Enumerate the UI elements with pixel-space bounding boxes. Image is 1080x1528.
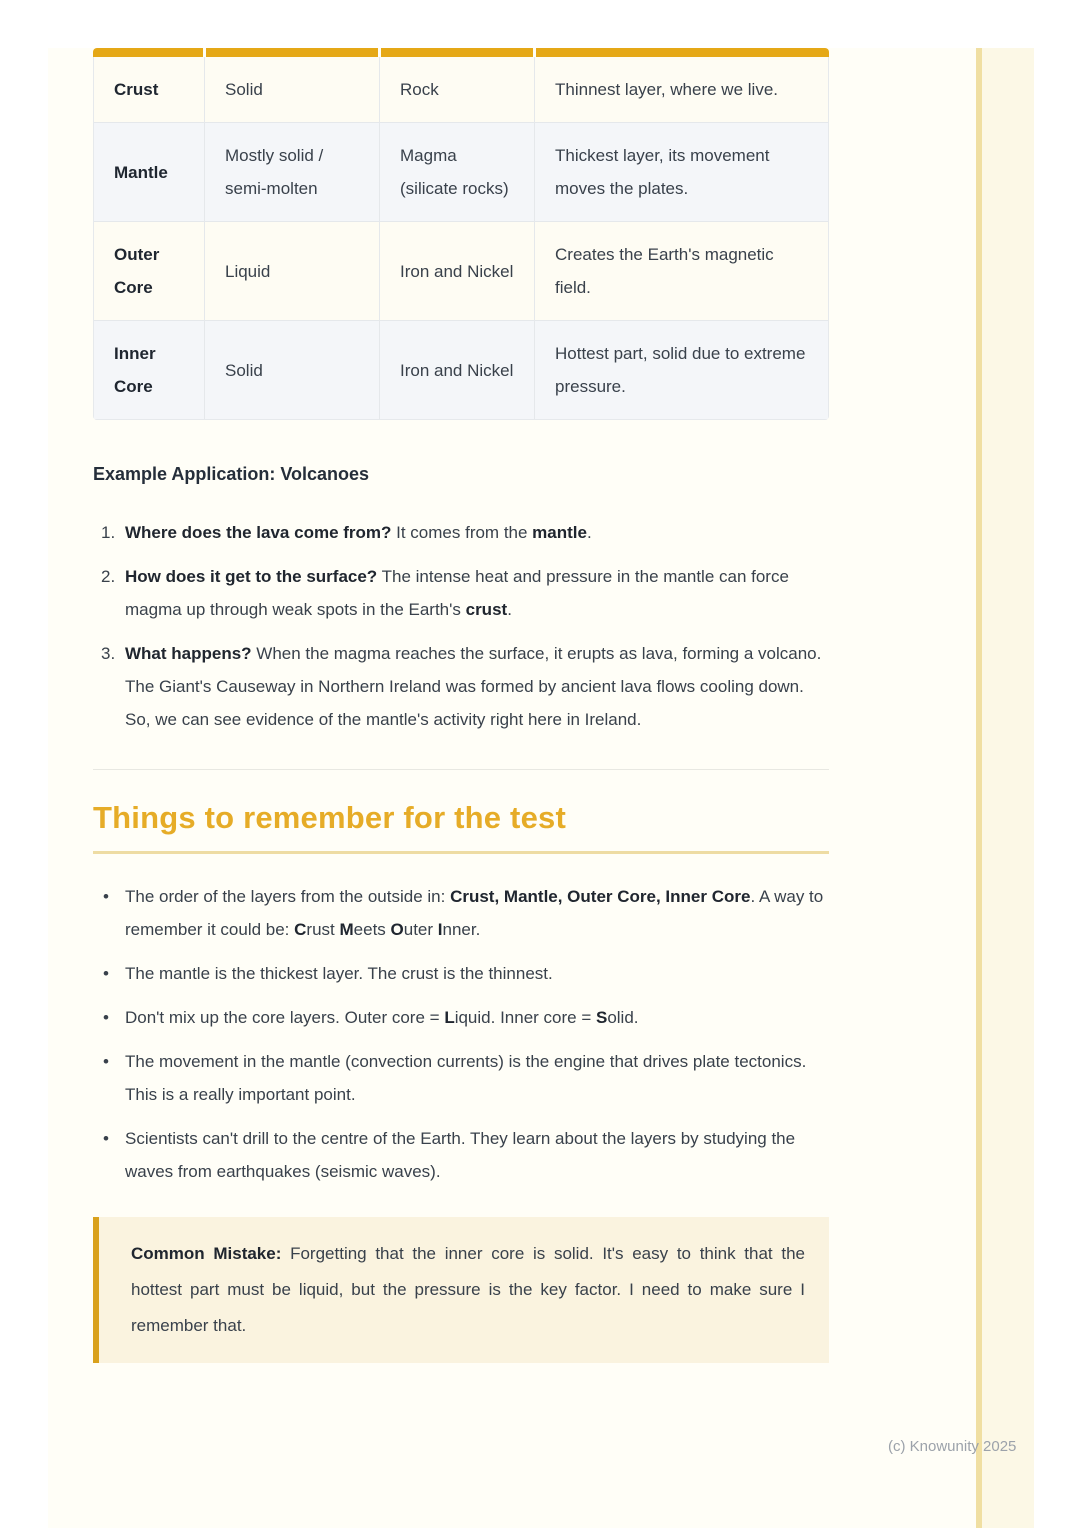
table-cell-made-of: Iron and Nickel	[380, 222, 535, 320]
table-header-bar-cell	[381, 48, 533, 57]
remember-section-heading: Things to remember for the test	[93, 800, 566, 835]
list-item-text: Scientists can't drill to the centre of the Earth. They learn about the layers by studying the waves from earthquakes (seismic waves).	[125, 1129, 796, 1181]
table-row	[94, 57, 828, 122]
copyright-watermark: (c) Knowunity 2025	[888, 1438, 1017, 1455]
list-item-text: What happens? When the magma reaches the surface, it erupts as lava, forming a volcano. The Giant's Causeway in Northern Ireland was formed by ancient lava flows cooling down. So, we can see evidence of the mantle's activity right here in Ireland.	[125, 644, 822, 729]
document-page	[48, 48, 976, 1528]
list-item-text: Don't mix up the core layers. Outer core = Liquid. Inner core = Solid.	[125, 1008, 639, 1027]
table-cell-role: Thinnest layer, where we live.	[555, 80, 778, 99]
table-cell-state: Solid	[205, 321, 380, 419]
bullet-list-item	[93, 1001, 829, 1034]
heading-underline	[93, 851, 829, 854]
table-cell-role: Thickest layer, its movement moves the plates.	[555, 146, 770, 198]
next-page-band	[982, 48, 1034, 1528]
numbered-list-item	[93, 637, 829, 736]
page-content	[93, 48, 829, 1363]
bullet-list-item	[93, 1045, 829, 1111]
table-row	[94, 320, 828, 419]
table-cell-made-of: Iron and Nickel	[380, 321, 535, 419]
table-cell-state: Liquid	[205, 222, 380, 320]
table-cell-layer: Mantle	[94, 123, 205, 221]
list-item-text: How does it get to the surface? The intense heat and pressure in the mantle can force magma up through weak spots in the Earth's crust.	[125, 567, 789, 619]
table-cell-role: Creates the Earth's magnetic field.	[555, 245, 774, 297]
list-item-text: Where does the lava come from? It comes from the mantle.	[125, 523, 592, 542]
callout-text: Common Mistake: Forgetting that the inner core is solid. It's easy to think that the hottest part must be liquid, but the pressure is the key factor. I need to make sure I remember that.	[131, 1244, 805, 1335]
example-numbered-list	[93, 516, 829, 736]
table-cell-role: Hottest part, solid due to extreme pressure.	[555, 344, 806, 396]
table-header-bar	[93, 48, 829, 57]
list-item-text: The movement in the mantle (convection currents) is the engine that drives plate tectonics. This is a really important point.	[125, 1052, 807, 1104]
table-header-bar-cell	[93, 48, 203, 57]
table-cell-layer: Crust	[94, 57, 205, 122]
numbered-list-item	[93, 560, 829, 626]
list-item-text: The mantle is the thickest layer. The crust is the thinnest.	[125, 964, 553, 983]
table-row	[94, 221, 828, 320]
table-row	[94, 122, 828, 221]
example-section-heading: Example Application: Volcanoes	[93, 464, 370, 484]
numbered-list-item	[93, 516, 829, 549]
table-cell-state: Mostly solid / semi-molten	[205, 123, 380, 221]
list-item-text: The order of the layers from the outside in: Crust, Mantle, Outer Core, Inner Core. A way to remember it could be: Crust Meets Outer Inner.	[125, 887, 824, 939]
bullet-list-item	[93, 1122, 829, 1188]
table-cell-made-of: Rock	[380, 57, 535, 122]
table-cell-layer: Outer Core	[94, 222, 205, 320]
remember-bullet-list	[93, 880, 829, 1188]
table-header-bar-cell	[206, 48, 378, 57]
table-cell-made-of: Magma (silicate rocks)	[380, 123, 535, 221]
bullet-list-item	[93, 880, 829, 946]
table-cell-state: Solid	[205, 57, 380, 122]
table-body	[93, 57, 829, 420]
common-mistake-callout	[93, 1217, 829, 1363]
table-header-bar-cell	[536, 48, 829, 57]
earth-layers-table	[93, 48, 829, 420]
table-cell-layer: Inner Core	[94, 321, 205, 419]
section-divider	[93, 769, 829, 770]
bullet-list-item	[93, 957, 829, 990]
